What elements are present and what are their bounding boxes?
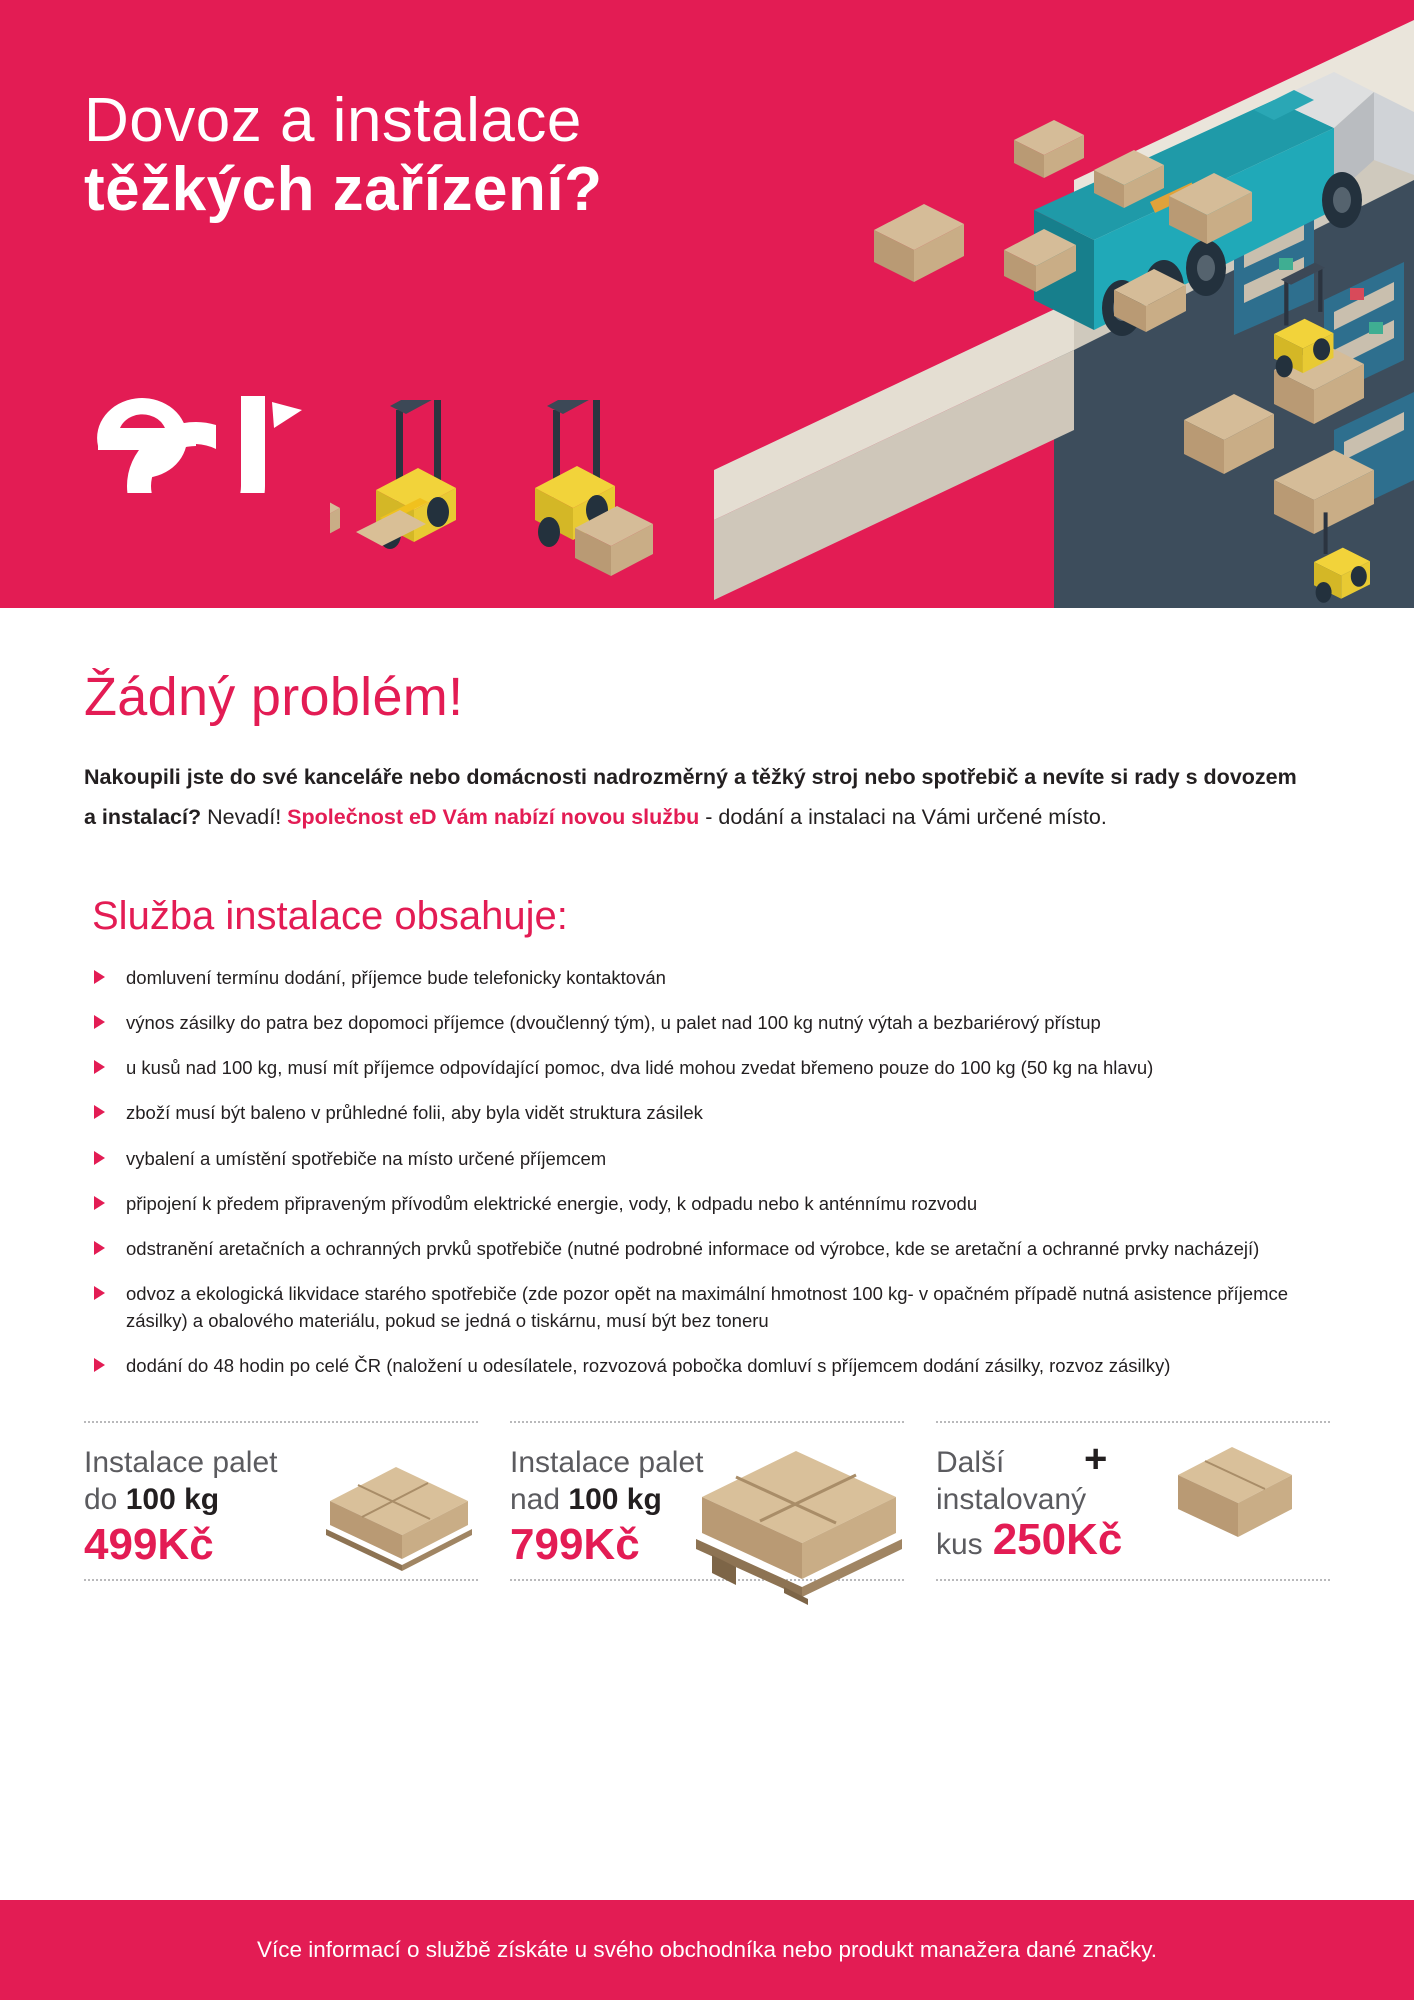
arrow-right-icon [94,1151,105,1165]
price-box-line2 [510,1482,904,1519]
arrow-right-icon [94,1196,105,1210]
arrow-right-icon [94,1015,105,1029]
hero-title [84,88,602,224]
list-item [84,1010,1330,1036]
price-box-line1: Instalace palet [84,1446,278,1480]
price-amount: 799Kč [510,1520,640,1570]
price-box-line2-prefix: nad [510,1482,569,1516]
list-item-text: odstranění aretačních a ochranných prvků spotřebiče (nutné podrobné informace od výrobce, kde se aretační a ochranné prvky nacházejí) [126,1238,1260,1260]
price-boxes [84,1421,1330,1581]
list-item [84,965,1330,991]
plus-sign: + [1084,1437,1108,1482]
features-list [84,965,1330,1380]
forklift-illustration [330,400,730,600]
list-item [84,1055,1330,1081]
list-item-text: odvoz a ekologická likvidace starého spotřebiče (zde pozor opět na maximální hmotnost 100 kg- v opačném případě nutná asistence příjemce zásilky) a obalového materiálu, pokud se jedná o tiskárnu, musí být bez toneru [126,1283,1289,1331]
intro-highlight: Společnost eD Vám nabízí novou službu [287,804,700,829]
warehouse-illustration [714,0,1414,608]
list-item-text: u kusů nad 100 kg, musí mít příjemce odpovídající pomoc, dva lidé mohou zvedat břemeno pouze do 100 kg (50 kg na hlavu) [126,1057,1154,1079]
intro-bold: Nakoupili jste do své kanceláře nebo domácnosti nadrozměrný a těžký stroj nebo spotřebič a nevíte si rady s dovozem a instalací? [84,765,1297,829]
price-amount: 250Kč [992,1515,1123,1565]
footer-bar [0,1900,1414,2000]
list-item [84,1236,1330,1262]
price-box-line1: Další [936,1446,1005,1480]
main-content [0,666,1414,1581]
list-item-text: vybalení a umístění spotřebiče na místo určené příjemcem [126,1147,607,1169]
price-box-line3: kus [936,1528,983,1562]
arrow-right-icon [94,1358,105,1372]
price-box-line1: Instalace palet [510,1446,704,1480]
hero-title-line2: těžkých zařízení? [84,154,603,224]
hero-title-line1: Dovoz a instalace [84,86,582,155]
price-box-line2-strong: 100 kg [125,1482,220,1516]
price-box-pallet-over-100 [510,1421,904,1581]
hero-banner [0,0,1414,608]
list-item [84,1146,1330,1172]
list-item [84,1281,1330,1334]
price-box-line2 [84,1482,478,1519]
price-box-line2: instalovaný [936,1482,1087,1516]
footer-text: Více informací o službě získáte u svého obchodníka nebo produkt manažera dané značky. [256,1937,1158,1962]
list-item [84,1191,1330,1217]
arrow-right-icon [94,1286,105,1300]
price-amount: 499Kč [84,1520,214,1570]
page-heading: Žádný problém! [84,667,464,727]
service-heading: Služba instalace obsahuje: [92,893,568,938]
list-item-text: dodání do 48 hodin po celé ČR (naložení u odesílatele, rozvozová pobočka domluví s příjemcem dodání zásilky, rozvoz zásilky) [126,1354,1171,1376]
list-item [84,1353,1330,1379]
list-item-text: připojení k předem připraveným přívodům elektrické energie, vody, k odpadu nebo k anténnímu rozvodu [126,1192,978,1214]
price-box-line2-prefix: do [84,1482,126,1516]
intro-normal: Nevadí! [201,804,288,829]
arrow-right-icon [94,1060,105,1074]
arrow-right-icon [94,1241,105,1255]
arrow-right-icon [94,1105,105,1119]
intro-paragraph [84,758,1314,838]
intro-tail: - dodání a instalaci na Vámi určené místo. [699,804,1107,829]
price-box-line2-strong: 100 kg [568,1482,662,1516]
list-item-text: zboží musí být baleno v průhledné folii, aby byla vidět struktura zásilek [126,1102,703,1124]
arrow-right-icon [94,970,105,984]
list-item [84,1100,1330,1126]
ed-logo [88,388,318,493]
price-box-additional-piece [936,1421,1330,1581]
list-item-text: výnos zásilky do patra bez dopomoci příjemce (dvoučlenný tým), u palet nad 100 kg nutný výtah a bezbariérový přístup [126,1011,1101,1033]
price-box-pallet-under-100 [84,1421,478,1581]
list-item-text: domluvení termínu dodání, příjemce bude telefonicky kontaktován [126,966,666,988]
